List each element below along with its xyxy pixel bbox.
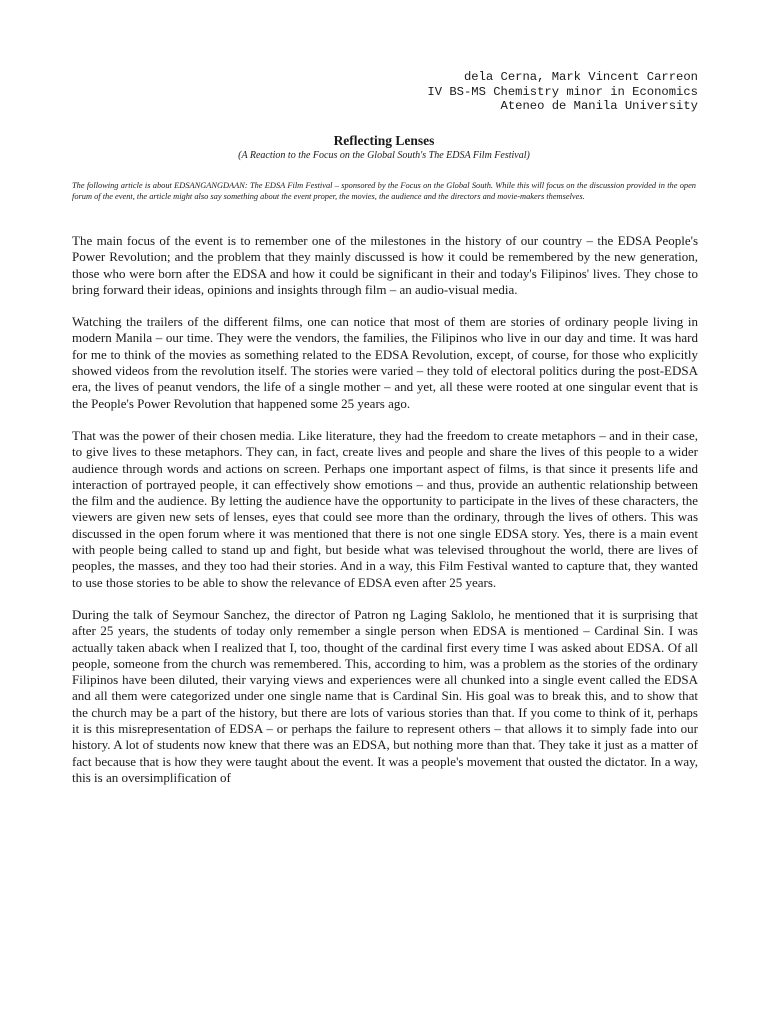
article-body — [72, 233, 698, 802]
paragraph: The main focus of the event is to remember one of the milestones in the history of our country – the EDSA People's Power Revolution; and the problem that they mainly discussed is how it could be remembered by the new generation, those who were born after the EDSA and how it could be significant in their and today's Filipinos' lives. They chose to bring forward their ideas, opinions and insights through film – an audio-visual media. — [72, 233, 698, 297]
author-info — [427, 70, 698, 114]
author-school: Ateneo de Manila University — [500, 99, 698, 114]
article-title: Reflecting Lenses — [333, 133, 435, 148]
article-subtitle: (A Reaction to the Focus on the Global South's The EDSA Film Festival) — [238, 150, 530, 161]
intro-note: The following article is about EDSANGANGDAAN: The EDSA Film Festival – sponsored by the Focus on the Global South. While this will focus on the discussion provided in the open forum of the event, the article might also say something about the event proper, the movies, the audience and the directors and movie-makers themselves. — [72, 181, 696, 202]
paragraph: That was the power of their chosen media. Like literature, they had the freedom to create metaphors – and in their case, to give lives to these metaphors. They can, in fact, create lives and people and share the lives of this people to a wider audience through words and actions on screen. Perhaps one important aspect of films, is that since it presents life and interaction of portrayed people, it can effectively show emotions – and thus, provide an authentic relationship between the film and the audience. By letting the audience have the opportunity to participate in the lives of these characters, the viewers are given new sets of lenses, eyes that could see more than the ordinary, through the lives of others. This was discussed in the open forum where it was mentioned that there is not one single EDSA story. Yes, there is a main event with people being called to stand up and fight, but beside what was televised throughout the world, there are lives of peoples, the masses, and they too had their stories. And in a way, this Film Festival wanted to capture that, they wanted to use those stories to be able to show the relevance of EDSA even after 25 years. — [72, 427, 698, 590]
paragraph: Watching the trailers of the different films, one can notice that most of them are stories of ordinary people living in modern Manila – our time. They were the vendors, the families, the Filipinos who live in our day and time. It was hard for me to think of the movies as something related to the EDSA Revolution, except, of course, for those who explicitly showed videos from the revolution itself. The stories were varied – they told of electoral politics during the post-EDSA era, the lives of peanut vendors, the life of a single mother – and yet, all these were rooted at one singular event that is the People's Power Revolution that happened some 25 years ago. — [72, 314, 698, 411]
author-name: dela Cerna, Mark Vincent Carreon — [463, 70, 698, 84]
author-program: IV BS-MS Chemistry minor in Economics — [427, 84, 698, 99]
paragraph: During the talk of Seymour Sanchez, the director of Patron ng Laging Saklolo, he mentioned that it is surprising that after 25 years, the students of today only remember a single person when EDSA is mentioned – Cardinal Sin. I was actually taken aback when I realized that I, too, thought of the cardinal first every time I was asked about EDSA. Of all people, someone from the church was remembered. This, according to him, was a problem as the stories of the ordinary Filipinos have been diluted, their varying views and experiences were all chunked into a single event called the EDSA and all them were categorized under one single name that is Cardinal Sin. His goal was to break this, and to show that the church may be a part of the history, but there are lots of various stories than that. If you come to think of it, perhaps it is this misrepresentation of EDSA – or perhaps the failure to represent others – that allows it to simply fade into our history. A lot of students now knew that there was an EDSA, but nothing more than that. They take it just as a matter of fact because that is how they were taught about the event. It was a people's movement that ousted the dictator. In a way, this is an oversimplification of — [72, 606, 698, 785]
